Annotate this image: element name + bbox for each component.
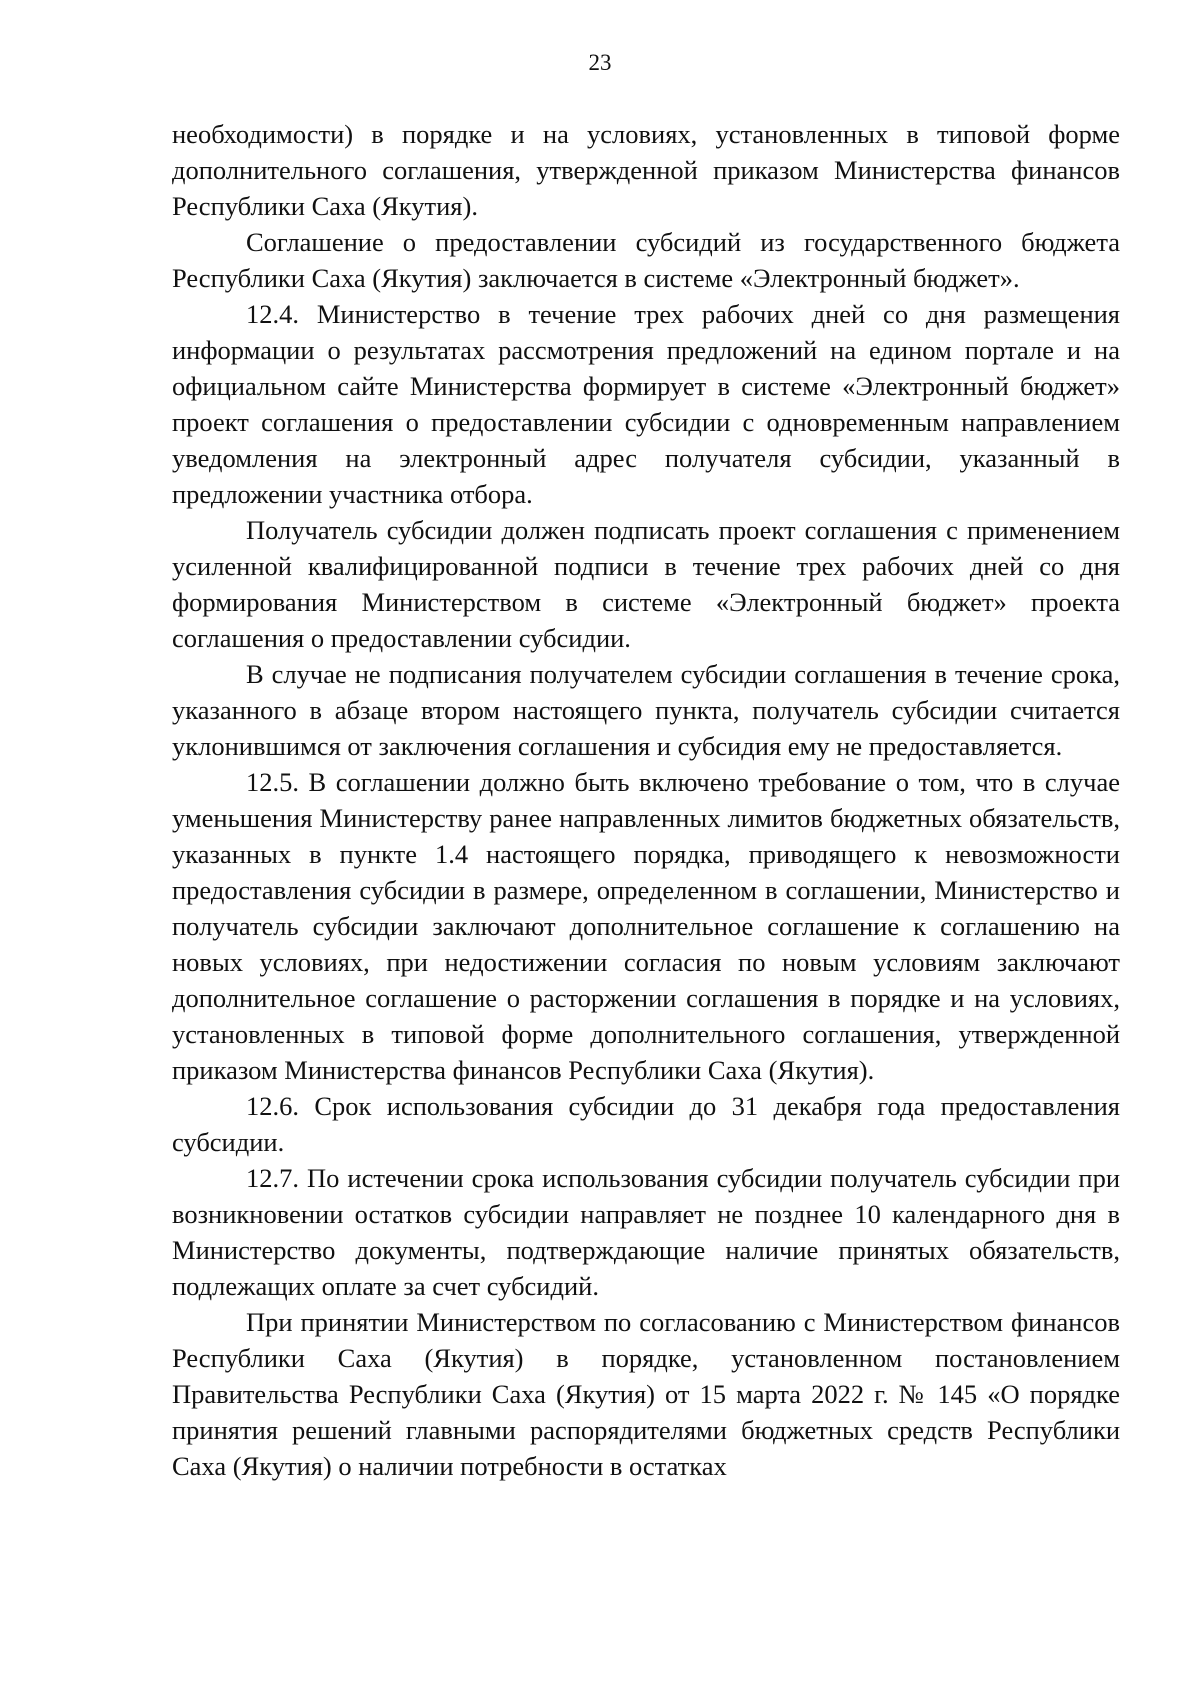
paragraph-12-6: 12.6. Срок использования субсидии до 31 декабря года предоставления субсидии. [172, 1091, 1120, 1157]
paragraph-ministry-decision: При принятии Министерством по согласованию с Министерством финансов Республики Саха (Якутия) в порядке, установленном постановлением Правительства Республики Саха (Якутия) от 15 марта 2022 г. № 145 «О порядке принятия решений главными распорядителями бюджетных средств Республики Саха (Якутия) о наличии потребности в остатках [172, 1307, 1120, 1481]
page-number: 23 [588, 50, 612, 75]
document-body [172, 116, 1120, 1484]
paragraph-non-signing: В случае не подписания получателем субсидии соглашения в течение срока, указанного в абзаце втором настоящего пункта, получатель субсидии считается уклонившимся от заключения соглашения и субсидия ему не предоставляется. [172, 659, 1120, 761]
paragraph-agreement-electronic-budget: Соглашение о предоставлении субсидий из государственного бюджета Республики Саха (Якутия) заключается в системе «Электронный бюджет». [172, 227, 1120, 293]
paragraph-12-7: 12.7. По истечении срока использования субсидии получатель субсидии при возникновении остатков субсидии направляет не позднее 10 календарного дня в Министерство документы, подтверждающие наличие принятых обязательств, подлежащих оплате за счет субсидий. [172, 1163, 1120, 1301]
paragraph-continuation: необходимости) в порядке и на условиях, установленных в типовой форме дополнительного соглашения, утвержденной приказом Министерства финансов Республики Саха (Якутия). [172, 119, 1120, 221]
paragraph-recipient-signing: Получатель субсидии должен подписать проект соглашения с применением усиленной квалифицированной подписи в течение трех рабочих дней со дня формирования Министерством в системе «Электронный бюджет» проекта соглашения о предоставлении субсидии. [172, 515, 1120, 653]
paragraph-12-5: 12.5. В соглашении должно быть включено требование о том, что в случае уменьшения Министерству ранее направленных лимитов бюджетных обязательств, указанных в пункте 1.4 настоящего порядка, приводящего к невозможности предоставления субсидии в размере, определенном в соглашении, Министерство и получатель субсидии заключают дополнительное соглашение к соглашению на новых условиях, при недостижении согласия по новым условиям заключают дополнительное соглашение о расторжении соглашения в порядке и на условиях, установленных в типовой форме дополнительного соглашения, утвержденной приказом Министерства финансов Республики Саха (Якутия). [172, 767, 1120, 1085]
paragraph-12-4: 12.4. Министерство в течение трех рабочих дней со дня размещения информации о результатах рассмотрения предложений на едином портале и на официальном сайте Министерства формирует в системе «Электронный бюджет» проект соглашения о предоставлении субсидии с одновременным направлением уведомления на электронный адрес получателя субсидии, указанный в предложении участника отбора. [172, 299, 1120, 509]
